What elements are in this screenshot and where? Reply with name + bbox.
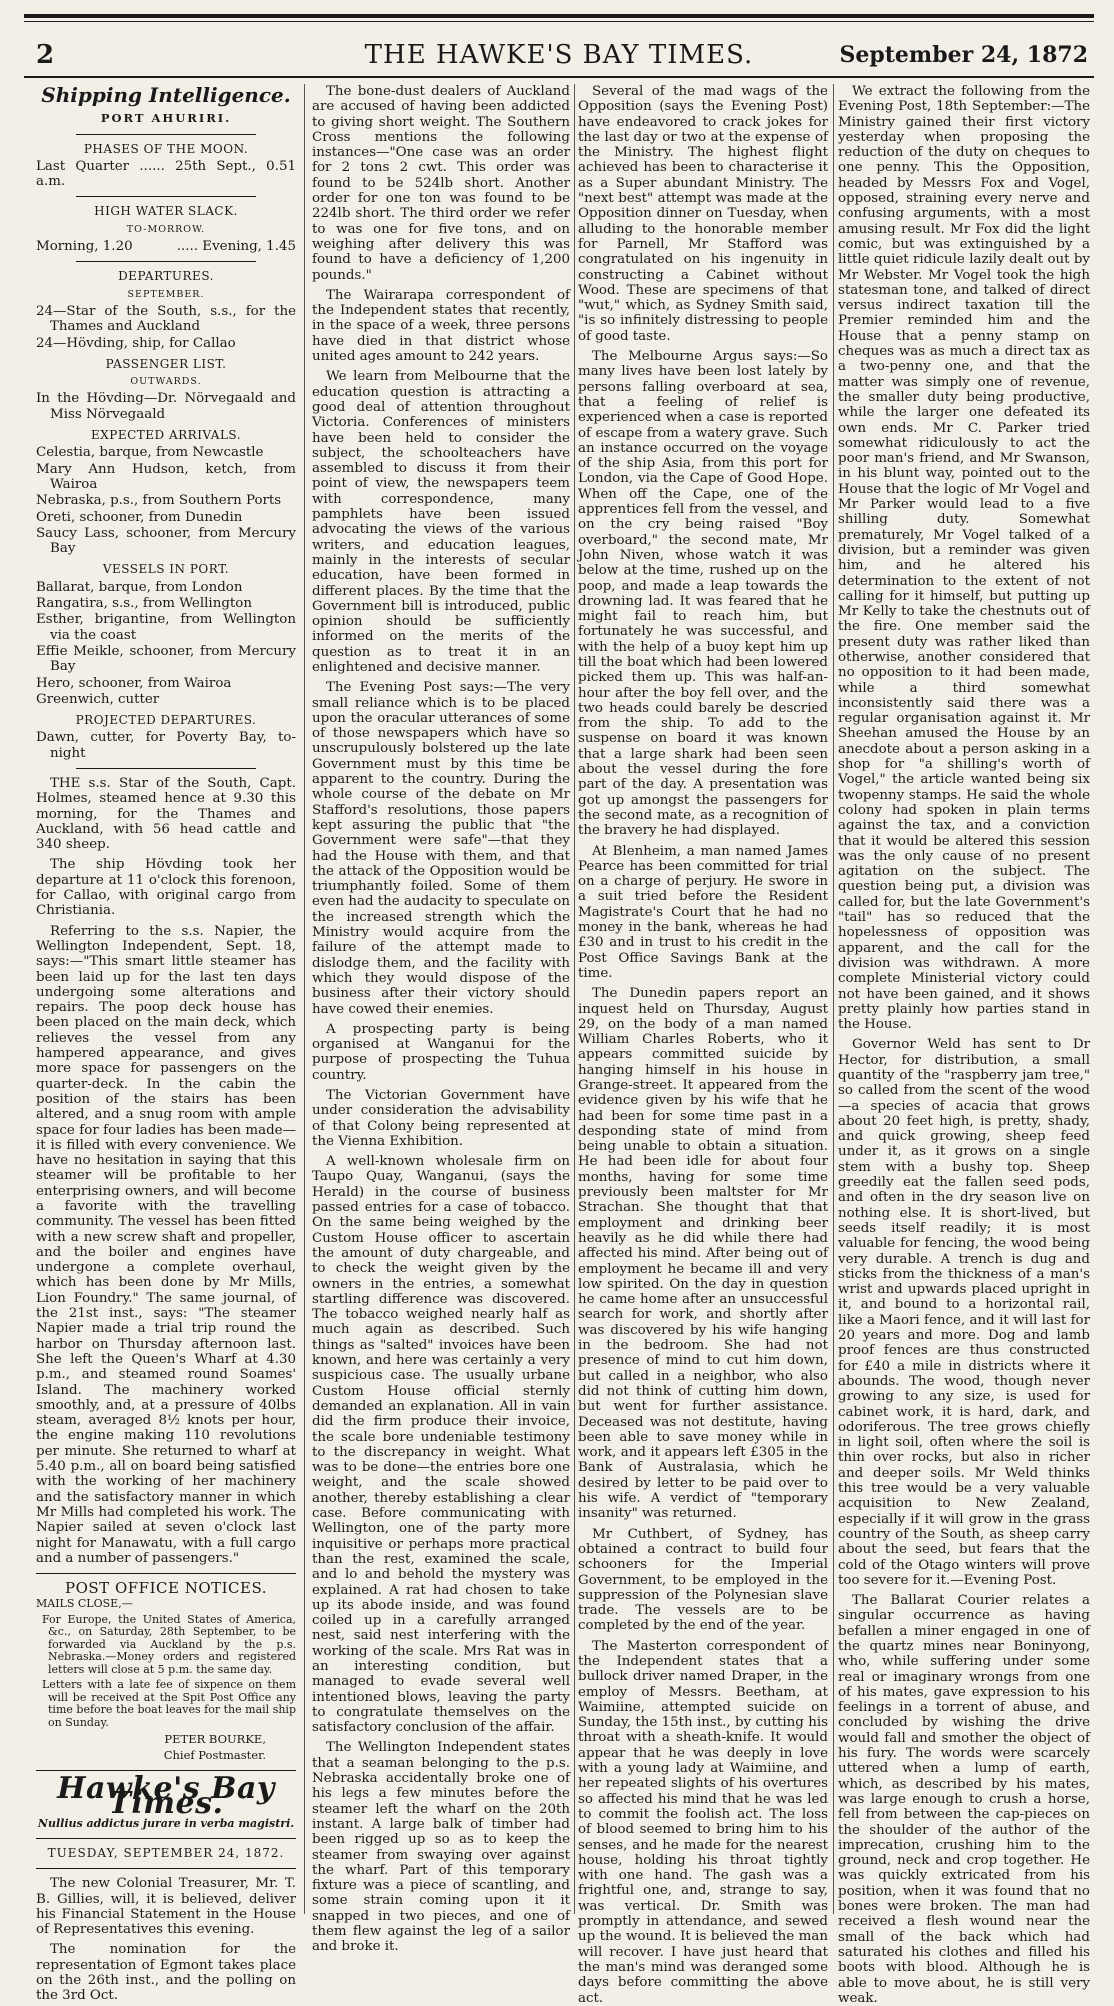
departures-subheading: SEPTEMBER. [127, 288, 205, 300]
vessel-item: Esther, brigantine, from Wellington via the coast [36, 612, 296, 643]
divider [76, 196, 256, 197]
arrival-item: Oreti, schooner, from Dunedin [36, 509, 243, 525]
editorial-dateline: TUESDAY, SEPTEMBER 24, 1872. [47, 1845, 285, 1860]
article-paragraph: Several of the mad wags of the Opposition (says the Evening Post) have endeavored to crack jokes for the last day or two at the expense of the Ministry. The highest flight achieved has been to characterise it as a Super abundant Ministry. The "next best" attempt was made at the Opposition dinner on Tuesday, when alluding to the honorable member for Parnell, Mr Stafford was congratulated on his ingenuity in constructing a Cabinet without Wood. These are specimens of that "wut," which, as Sydney Smith said, "is so infinitely distressing to people of good taste. [578, 84, 828, 344]
postmaster-name: PETER BOURKE, [164, 1732, 266, 1747]
column-4 [838, 84, 1090, 2006]
divider [76, 261, 256, 262]
vessel-item: Greenwich, cutter [36, 691, 160, 707]
post-office-heading: POST OFFICE NOTICES. [65, 1579, 267, 1598]
tide-subheading: TO-MORROW. [126, 223, 206, 235]
vessels-in-port-heading: VESSELS IN PORT. [102, 562, 230, 577]
divider [36, 1573, 296, 1574]
article-paragraph: A well-known wholesale firm on Taupo Quay, Wanganui, (says the Herald) in the course of business passed entries for a case of tobacco. On the same being weighed by the Custom House officer to ascertain the amount of duty chargeable, and to check the weight given by the owners in the entries, a somewhat startling difference was discovered. The tobacco weighed nearly half as much again as described. Such things as "salted" invoices have been known, and here was certainly a very suspicious case. The usually urbane Custom House official sternly demanded an explanation. All in vain did the firm produce their invoice, the scale bore undeniable testimony to the discrepancy in weight. What was to be done—the entries bore one weight, and the scale showed another, thereby establishing a clear case. Before communicating with Wellington, one of the party more inquisitive or perhaps more practical than the rest, examined the scale, and lo and behold the mystery was explained. A rat had chosen to take up its abode inside, and was found coiled up in a carefully arranged nest, said nest interfering with the working of the scale. Mrs Rat was in an interesting condition, but managed to evade several well intentioned blows, leaving the party to congratulate themselves on the satisfactory conclusion of the affair. [312, 1154, 570, 1736]
article-paragraph: The Wairarapa correspondent of the Independent states that recently, in the space of a week, three persons have died in that district whose united ages amount to 242 years. [312, 287, 570, 365]
column-1 [36, 83, 296, 2004]
shipping-intelligence-heading: Shipping Intelligence. [41, 83, 291, 107]
issue-date: September 24, 1872 [839, 42, 1088, 68]
departures-heading: DEPARTURES. [118, 269, 214, 284]
article-paragraph: The bone-dust dealers of Auckland are accused of having been addicted to giving short weight. The Southern Cross mentions the following instances—"One case was an order for 2 tons 2 cwt. This order was found to be 524lb short. Another order for one ton was found to be 224lb short. The third order we refer to was one for five tons, and on weighing after delivery this was found to have a deficiency of 1,200 pounds." [312, 84, 570, 283]
masthead-rule-top [24, 14, 1094, 18]
article-paragraph: The Dunedin papers report an inquest held on Thursday, August 29, on the body of a man named William Charles Roberts, who it appears committed suicide by hanging himself in his house in Grange-street. It appeared from the evidence given by his wife that he had been for some time past in a desponding state of mind from being unable to obtain a situation. He had been idle for about four months, having for some time previously been maltster for Mr Strachan. She thought that that employment and drinking beer heavily as he did while there had affected his mind. After being out of employment he became ill and very low spirited. On the day in question he came home after an unsuccessful search for work, and shortly after was discovered by his wife hanging in the bedroom. She had not presence of mind to cut him down, but called in a neighbor, who also did not think of cutting him down, but went for further assistance. Deceased was not destitute, having been able to save money while in work, and it appears left £305 in the Bank of Australasia, which he desired by letter to be paid over to his wife. A verdict of "temporary insanity" was returned. [578, 986, 828, 1522]
paper-name: THE HAWKE'S BAY TIMES. [364, 40, 754, 70]
post-office-notice: For Europe, the United States of America, &c., on Saturday, 28th September, to be forwarded via Auckland by the p.s. Nebraska.—Money orders and registered letters will close at 5 p.m. the same day. [42, 1612, 296, 1676]
masthead-rule-top-thin [24, 21, 1094, 22]
tide-heading: HIGH WATER SLACK. [94, 204, 238, 219]
article-paragraph: The nomination for the representation of Egmont takes place on the 26th inst., and the polling on the 3rd Oct. [36, 1942, 296, 2004]
projected-departures-heading: PROJECTED DEPARTURES. [75, 713, 257, 728]
article-paragraph: The Wellington Independent states that a seaman belonging to the p.s. Nebraska accidentally broke one of his legs a few minutes before the steamer left the wharf on the 20th instant. A large balk of timber had been rigged up so as to keep the steamer from swaying over against the wharf. Part of this temporary fixture was a piece of scantling, and some strain coming upon it it snapped in two pieces, and one of them flew against the leg of a sailor and broke it. [312, 1740, 570, 1955]
column-2 [312, 84, 570, 1955]
newspaper-flag: Hawke's Bay Times. [57, 1771, 275, 1822]
divider [76, 134, 256, 135]
passenger-item: In the Hövding—Dr. Nörvegaald and Miss Nörvegaald [36, 391, 296, 422]
article-paragraph: Governor Weld has sent to Dr Hector, for distribution, a small quantity of the "raspberry jam tree," so called from the scent of the wood—a species of acacia that grows about 20 feet high, is pretty, shady, and quick growing, sheep feed under it, as it grows on a single stem with a bushy top. Sheep greedily eat the fallen seed pods, and often in the dry season live on nothing else. It is short-lived, but seeds itself readily; it is most valuable for fencing, the wood being very durable. A trench is dug and sticks from the thickness of a man's wrist and upwards placed upright in it, and bound to a horizontal rail, like a Maori fence, and it will last for 20 years and more. Dog and lamb proof fences are thus constructed for £40 a mile in districts where it abounds. The wood, though never growing to any size, is used for cabinet work, it is hard, dark, and odoriferous. The tree grows chiefly in light soil, often where the soil is thin over rocks, but also in richer and deeper soils. Mr Weld thinks this tree would be a very valuable acquisition to New Zealand, especially if it will grow in the grass country of the South, as sheep carry about the seed, but fears that the cold of the Otago winters will prove too severe for it.—Evening Post. [838, 1037, 1090, 1588]
article-paragraph: The Ballarat Courier relates a singular occurrence as having befallen a miner engaged in one of the quartz mines near Boninyong, who, while suffering under some real or imaginary wrongs from one of his mates, gave expression to his feelings in a torrent of abuse, and concluded by wishing the drive would fall and smother the object of his fury. The words were scarcely uttered when a lump of earth, which, as described by his mates, was large enough to crush a horse, fell from between the cap-pieces on the shoulder of the author of the imprecation, crushing him to the ground, neck and crop together. He was quickly extricated from his position, when it was found that no bones were broken. The man had received a flesh wound near the small of the back which had saturated his clothes and filled his boots with blood. Although he is able to move about, he is still very weak. [838, 1593, 1090, 2006]
mails-close-label: MAILS CLOSE,— [36, 1597, 133, 1611]
passenger-list-subheading: OUTWARDS. [130, 376, 202, 388]
tide-times [36, 239, 296, 254]
arrival-item: Celestia, barque, from Newcastle [36, 445, 264, 461]
post-office-notice: Letters with a late fee of sixpence on them will be received at the Spit Post Office any time before the boat leaves for the mail ship on Sunday. [42, 1678, 296, 1729]
tide-evening: ..... Evening, 1.45 [176, 239, 296, 255]
vessel-item: Rangatira, s.s., from Wellington [36, 596, 252, 612]
projected-item: Dawn, cutter, for Poverty Bay, to-night [36, 730, 296, 761]
vessel-item: Ballarat, barque, from London [36, 579, 243, 595]
port-heading: PORT AHURIRI. [100, 111, 232, 126]
article-paragraph: The new Colonial Treasurer, Mr. T. B. Gillies, will, it is believed, deliver his Financial Statement in the House of Representatives this evening. [36, 1876, 296, 1938]
newspaper-motto: Nullius addictus jurare in verba magistri. [37, 1816, 295, 1830]
article-paragraph: The Masterton correspondent of the Independent states that a bullock driver named Draper, in the employ of Messrs. Beetham, at Waimiine, attempted suicide on Sunday, the 15th inst., by cutting his throat with a sheath-knife. It would appear that he was deeply in love with a young lady at Waimiine, and her repeated slights of his overtures so affected his mind that he was led to commit the foolish act. The loss of blood seemed to bring him to his senses, and he made for the nearest house, holding his throat tightly with one hand. The gash was a frightful one, and, strange to say, was vertical. Dr. Smith was promptly in attendance, and sewed up the wound. It is believed the man will recover. I have just heard that the man's mind was deranged some days before committing the above act. [578, 1638, 828, 2006]
column-3 [578, 84, 828, 2006]
moon-heading: PHASES OF THE MOON. [83, 141, 249, 156]
vessel-item: Effie Meikle, schooner, from Mercury Bay [36, 643, 296, 675]
arrival-item: Mary Ann Hudson, ketch, from Wairoa [36, 461, 296, 492]
column-divider [574, 84, 575, 1914]
page-number: 2 [36, 40, 55, 70]
column-divider [833, 84, 834, 1914]
passenger-list-heading: PASSENGER LIST. [105, 356, 227, 371]
article-paragraph: Mr Cuthbert, of Sydney, has obtained a contract to build four schooners for the Imperial Government, to be employed in the suppression of the Polynesian slave trade. The vessels are to be completed by the end of the year. [578, 1526, 828, 1634]
article-paragraph: The Evening Post says:—The very small reliance which is to be placed upon the oracular utterances of some of those newspapers which have so unscrupulously bolstered up the late Government must by this time be apparent to the country. During the whole course of the debate on Mr Stafford's resolutions, those papers kept assuring the public that "the Government were safe"—that they had the House with them, and that the attack of the Opposition would be triumphantly foiled. Some of them even had the audacity to speculate on the increased strength which the Ministry would acquire from the failure of the attempt made to dislodge them, and the facility with which they would dispose of the business after their victory should have cowed their enemies. [312, 680, 570, 1017]
masthead [24, 14, 1094, 78]
article-paragraph: At Blenheim, a man named James Pearce has been committed for trial on a charge of perjury. He swore in a suit tried before the Resident Magistrate's Court that he had no money in the bank, whereas he had £30 and in trust to his credit in the Post Office Savings Bank at the time. [578, 843, 828, 981]
masthead-rule-bottom [24, 76, 1094, 78]
departure-item: 24—Hövding, ship, for Callao [36, 335, 236, 351]
tide-morning: Morning, 1.20 [36, 239, 133, 255]
column-divider [304, 84, 305, 1914]
article-paragraph: The ship Hövding took her departure at 11 o'clock this forenoon, for Callao, with original cargo from Christiania. [36, 857, 296, 919]
article-paragraph: We extract the following from the Evening Post, 18th September:—The Ministry gained their first victory yesterday when proposing the reduction of the duty on cheques to one penny. This the Opposition, headed by Messrs Fox and Vogel, opposed, straining every nerve and confusing arguments, with a most amusing result. Mr Fox did the light comic, but was extinguished by a little quiet ridicule lazily dealt out by Mr Webster. Mr Vogel took the high statesman tone, and talked of direct versus indirect taxation till the Premier reminded him and the House that a penny stamp on cheques was as much a direct tax as a two-penny one, and that the matter was simply one of revenue, the smaller duty being productive, while the larger one defeated its own ends. Mr C. Parker tried somewhat ridiculously to act the poor man's friend, and Mr Swanson, in his blunt way, pointed out to the House that the logic of Mr Vogel and Mr Parker would lead to a five shilling duty. Somewhat prematurely, Mr Vogel talked of a division, but a reminder was given him, and he altered his determination to the extent of not calling for it himself, but putting up Mr Kelly to take the chestnuts out of the fire. One member said the present duty was rather liked than otherwise, another considered that no opposition to it had been made, while a third somewhat inconsistently said there was a regular organisation against it. Mr Sheehan amused the House by an anecdote about a person asking in a shop for "a shilling's worth of Vogel," the article wanted being six twopenny stamps. He said the whole colony had spoken in plain terms against the tax, and a conviction that it would be altered this session was the only cause of no present agitation on the subject. The question being put, a division was called for, but the late Government's "tail" has so reduced that the hopelessness of opposition was apparent, and the call for the division was withdrawn. A more complete Ministerial victory could not have been gained, and it shows pretty plainly how parties stand in the House. [838, 84, 1090, 1033]
postmaster-title: Chief Postmaster. [163, 1747, 266, 1762]
article-paragraph: Referring to the s.s. Napier, the Wellington Independent, Sept. 18, says:—"This smart little steamer has been laid up for the last ten days undergoing some alterations and repairs. The poop deck house has been placed on the main deck, which relieves the vessel from any hampered appearance, and gives more space for passengers on the quarter-deck. In the cabin the position of the stairs has been altered, and a snug room with ample space for four ladies has been made—it is filled with every convenience. We have no hesitation in saying that this steamer will be profitable to her enterprising owners, and will become a favorite with the travelling community. The vessel has been fitted with a new screw shaft and propeller, and the boiler and engines have undergone a complete overhaul, which has been done by Mr Mills, Lion Foundry." The same journal, of the 21st inst., says: "The steamer Napier made a trial trip round the harbor on Thursday afternoon last. She left the Queen's Wharf at 4.30 p.m., and steamed round Soames' Island. The machinery worked smoothly, and, at a pressure of 40lbs steam, averaged 8½ knots per hour, the engine making 110 revolutions per minute. She returned to wharf at 5.40 p.m., all on board being satisfied with the working of her machinery and the satisfactory manner in which Mr Mills had completed his work. The Napier sailed at seven o'clock last night for Manawatu, with a full cargo and a number of passengers." [36, 923, 296, 1566]
moon-line: Last Quarter ...... 25th Sept., 0.51 a.m. [36, 158, 296, 190]
article-paragraph: The Victorian Government have under consideration the advisability of that Colony being represented at the Vienna Exhibition. [312, 1088, 570, 1149]
vessel-item: Hero, schooner, from Wairoa [36, 675, 232, 691]
arrival-item: Nebraska, p.s., from Southern Ports [36, 493, 282, 509]
divider [76, 768, 256, 769]
departure-item: 24—Star of the South, s.s., for the Thames and Auckland [36, 303, 296, 335]
arrival-item: Saucy Lass, schooner, from Mercury Bay [36, 525, 296, 557]
article-paragraph: The Melbourne Argus says:—So many lives have been lost lately by persons falling overboard at sea, that a feeling of relief is experienced when a case is reported of escape from a watery grave. Such an instance occurred on the voyage of the ship Asia, from this port for London, via the Cape of Good Hope. When off the Cape, one of the apprentices fell from the vessel, and on the cry being raised "Boy overboard," the second mate, Mr John Niven, whose watch it was below at the time, rushed up on the poop, and made a leap towards the drowning lad. It was feared that he might fail to reach him, but fortunately he was successful, and with the help of a buoy kept him up till the boat which had been lowered picked them up. This was half-an-hour after the boy fell over, and the two heads could barely be descried from the ship. To add to the suspense on board it was known that a large shark had been seen about the vessel during the fore part of the day. A presentation was got up amongst the passengers for the second mate, as a recognition of the bravery he had displayed. [578, 349, 828, 839]
divider [36, 1868, 296, 1869]
article-paragraph: We learn from Melbourne that the education question is attracting a good deal of attention throughout Victoria. Conferences of ministers have been held to consider the subject, the schoolteachers have assembled to discuss it from their point of view, the newspapers teem with correspondence, many pamphlets have been issued advocating the views of the various writers, and education leagues, mainly in the interests of secular education, have been formed in different places. By the time that the Government bill is introduced, public opinion should be sufficiently informed on the merits of the question as to treat it in an enlightened and decisive manner. [312, 369, 570, 675]
article-paragraph: A prospecting party is being organised at Wanganui for the purpose of prospecting the Tuhua country. [312, 1021, 570, 1083]
divider [36, 1838, 296, 1839]
article-paragraph: THE s.s. Star of the South, Capt. Holmes, steamed hence at 9.30 this morning, for the Thames and Auckland, with 56 head cattle and 340 sheep. [36, 775, 296, 853]
expected-arrivals-heading: EXPECTED ARRIVALS. [90, 428, 242, 443]
